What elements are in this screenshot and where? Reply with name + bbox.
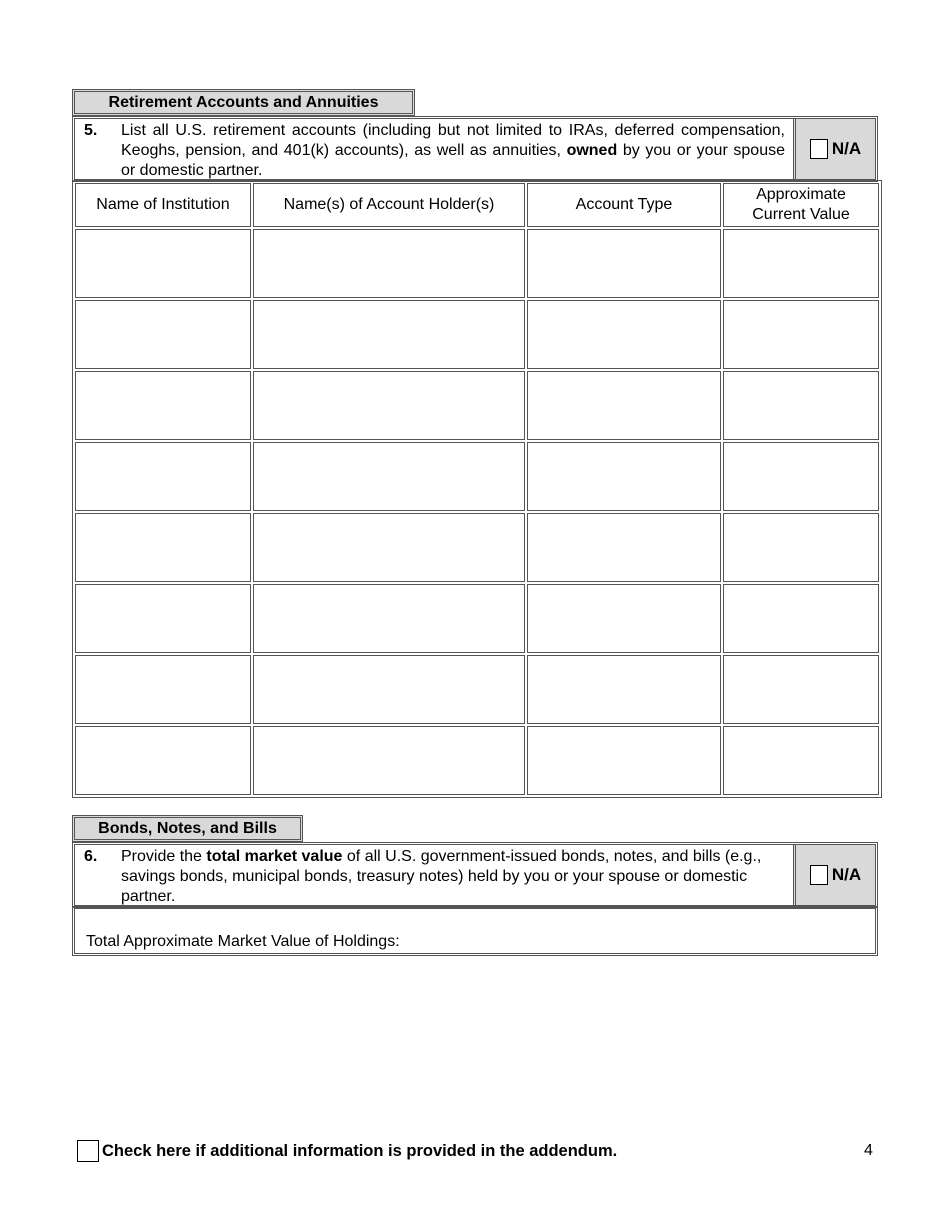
bonds-section-header [72, 815, 303, 842]
account-holders-cell[interactable] [253, 371, 525, 440]
account-holders-cell[interactable] [253, 513, 525, 582]
question-6-na [793, 845, 875, 905]
addendum-check [77, 1140, 617, 1162]
column-header-institution: Name of Institution [75, 183, 251, 227]
current-value-cell[interactable] [723, 371, 879, 440]
account-holders-cell[interactable] [253, 655, 525, 724]
account-type-cell[interactable] [527, 371, 721, 440]
account-type-cell[interactable] [527, 655, 721, 724]
total-market-value-label: Total Approximate Market Value of Holdings: [86, 933, 400, 950]
question-5-number: 5. [84, 122, 98, 139]
retirement-accounts-table [72, 180, 882, 798]
column-header-current-value: Approximate Current Value [723, 183, 879, 227]
account-type-cell[interactable] [527, 726, 721, 795]
question-6 [72, 842, 878, 908]
current-value-cell[interactable] [723, 229, 879, 298]
question-6-body: Provide the total market value of all U.S. government-issued bonds, notes, and bills (e.g., savings bonds, municipal bonds, treasury notes) held by you or your spouse or domestic partner. [121, 848, 762, 905]
retirement-section-header [72, 89, 415, 116]
institution-cell[interactable] [75, 371, 251, 440]
question-5-na-checkbox[interactable] [810, 139, 828, 159]
institution-cell[interactable] [75, 300, 251, 369]
current-value-cell[interactable] [723, 300, 879, 369]
account-holders-cell[interactable] [253, 229, 525, 298]
account-type-cell[interactable] [527, 229, 721, 298]
total-market-value-field[interactable] [72, 906, 878, 956]
institution-cell[interactable] [75, 229, 251, 298]
bonds-section-title: Bonds, Notes, and Bills [98, 819, 277, 837]
account-holders-cell[interactable] [253, 726, 525, 795]
current-value-cell[interactable] [723, 584, 879, 653]
page-number: 4 [864, 1142, 873, 1159]
account-type-cell[interactable] [527, 442, 721, 511]
institution-cell[interactable] [75, 442, 251, 511]
question-5-body: List all U.S. retirement accounts (including but not limited to IRAs, deferred compensation, Keoghs, pension, and 401(k) accounts), as well as annuities, owned by you or your spouse or domestic partner. [121, 122, 786, 179]
institution-cell[interactable] [75, 584, 251, 653]
account-type-cell[interactable] [527, 584, 721, 653]
account-holders-cell[interactable] [253, 300, 525, 369]
account-type-cell[interactable] [527, 513, 721, 582]
question-6-text [75, 845, 793, 905]
institution-cell[interactable] [75, 655, 251, 724]
table-row [75, 513, 879, 582]
account-type-cell[interactable] [527, 300, 721, 369]
question-5-na-label: N/A [831, 139, 862, 158]
question-6-na-checkbox[interactable] [810, 865, 828, 885]
current-value-cell[interactable] [723, 442, 879, 511]
question-5-text [75, 119, 793, 179]
question-6-number: 6. [84, 848, 98, 865]
question-6-na-label: N/A [831, 865, 862, 884]
column-header-account-type: Account Type [527, 183, 721, 227]
current-value-cell[interactable] [723, 726, 879, 795]
table-row [75, 655, 879, 724]
table-row [75, 726, 879, 795]
table-row [75, 371, 879, 440]
institution-cell[interactable] [75, 726, 251, 795]
current-value-cell[interactable] [723, 513, 879, 582]
current-value-cell[interactable] [723, 655, 879, 724]
column-header-account-holders: Name(s) of Account Holder(s) [253, 183, 525, 227]
table-row [75, 584, 879, 653]
table-row [75, 229, 879, 298]
institution-cell[interactable] [75, 513, 251, 582]
addendum-checkbox[interactable] [77, 1140, 99, 1162]
table-header-row [75, 183, 879, 227]
table-row [75, 300, 879, 369]
question-5-na [793, 119, 875, 179]
question-5 [72, 116, 878, 182]
table-row [75, 442, 879, 511]
account-holders-cell[interactable] [253, 584, 525, 653]
account-holders-cell[interactable] [253, 442, 525, 511]
retirement-section-title: Retirement Accounts and Annuities [108, 93, 379, 111]
addendum-label: Check here if additional information is provided in the addendum. [102, 1141, 618, 1160]
